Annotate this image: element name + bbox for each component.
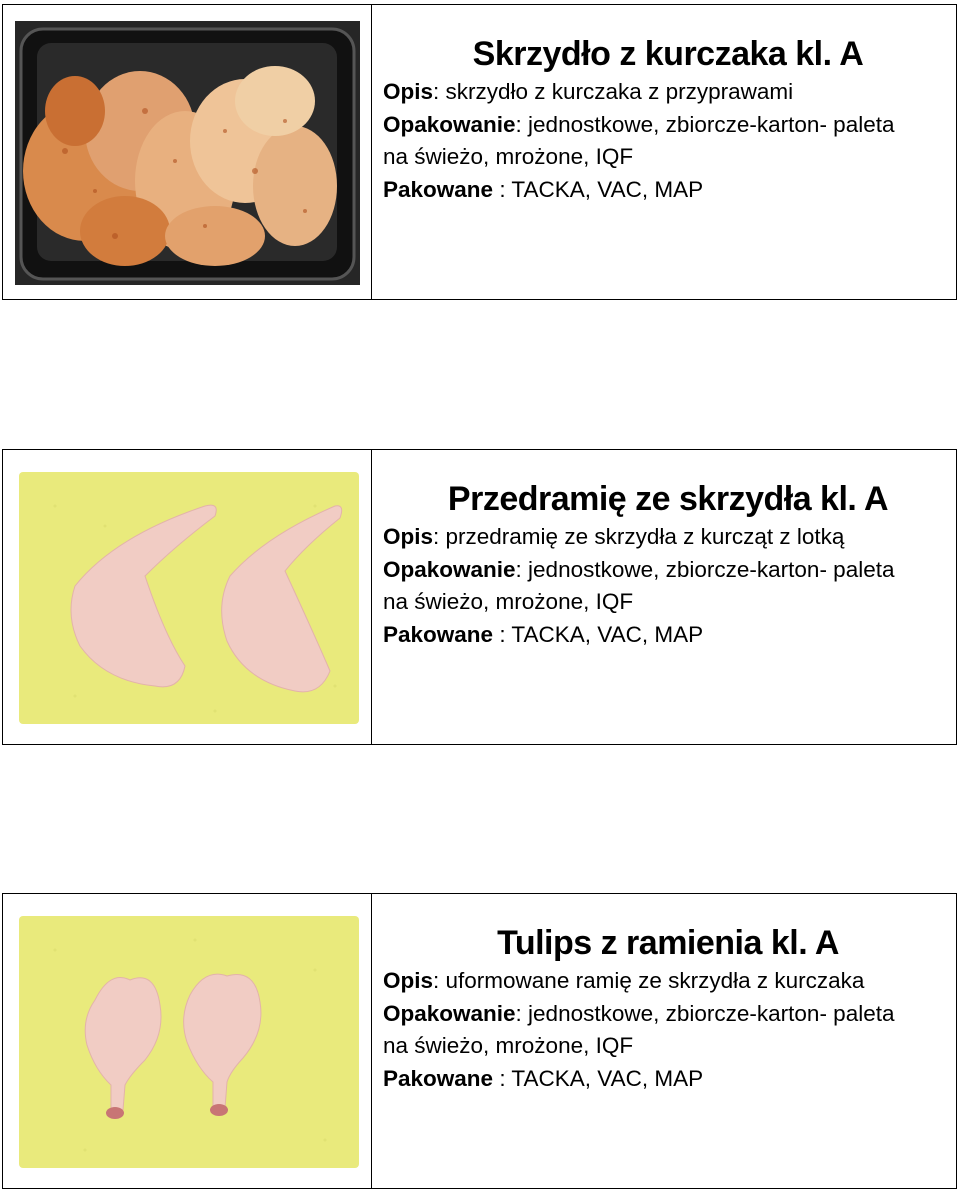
seasoned-wings-photo: [15, 21, 360, 285]
opakowanie-line: [383, 998, 953, 1031]
pakowane-line: [383, 1063, 953, 1096]
pakowane-value: : TACKA, VAC, MAP: [493, 176, 704, 202]
opakowanie-label: Opakowanie: [383, 1000, 516, 1026]
product-title: Skrzydło z kurczaka kl. A: [472, 35, 864, 73]
opakowanie-label: Opakowanie: [383, 556, 516, 582]
wing-forearm-photo: [15, 466, 360, 730]
opakowanie-value: : jednostkowe, zbiorcze-karton- paleta: [515, 111, 895, 137]
opis-label: Opis: [383, 79, 434, 104]
variant-line: na świeżo, mrożone, IQF: [383, 144, 634, 169]
product-card-tulips: [2, 893, 957, 1189]
opis-label: Opis: [383, 968, 434, 993]
variant-line: na świeżo, mrożone, IQF: [383, 1033, 634, 1058]
product-title: Przedramię ze skrzydła kl. A: [447, 480, 889, 518]
pakowane-label: Pakowane: [383, 621, 494, 647]
product-card-forearm: [2, 449, 957, 745]
tulips-photo: [15, 910, 360, 1174]
opakowanie-line: [383, 554, 953, 587]
opakowanie-line: [383, 109, 953, 142]
product-description: [383, 480, 953, 651]
pakowane-value: : TACKA, VAC, MAP: [493, 621, 704, 647]
opis-line: [383, 521, 953, 554]
product-photo-cell: [3, 894, 372, 1188]
opakowanie-value: : jednostkowe, zbiorcze-karton- paleta: [515, 1000, 895, 1026]
pakowane-line: [383, 619, 953, 652]
variant-line: na świeżo, mrożone, IQF: [383, 589, 634, 614]
opis-line: [383, 965, 953, 998]
pakowane-line: [383, 174, 953, 207]
product-description: [383, 35, 953, 206]
pakowane-value: : TACKA, VAC, MAP: [493, 1065, 704, 1091]
opakowanie-value: : jednostkowe, zbiorcze-karton- paleta: [515, 556, 895, 582]
product-photo-cell: [3, 450, 372, 744]
opis-value: : skrzydło z kurczaka z przyprawami: [433, 79, 794, 104]
pakowane-label: Pakowane: [383, 1065, 494, 1091]
product-card-wings: [2, 4, 957, 300]
opis-value: : uformowane ramię ze skrzydła z kurczaka: [433, 968, 865, 993]
pakowane-label: Pakowane: [383, 176, 494, 202]
product-description: [383, 924, 953, 1095]
opakowanie-label: Opakowanie: [383, 111, 516, 137]
opis-line: [383, 76, 953, 109]
product-title: Tulips z ramienia kl. A: [497, 924, 839, 962]
opis-label: Opis: [383, 524, 434, 549]
product-photo-cell: [3, 5, 372, 299]
opis-value: : przedramię ze skrzydła z kurcząt z lotką: [433, 524, 845, 549]
